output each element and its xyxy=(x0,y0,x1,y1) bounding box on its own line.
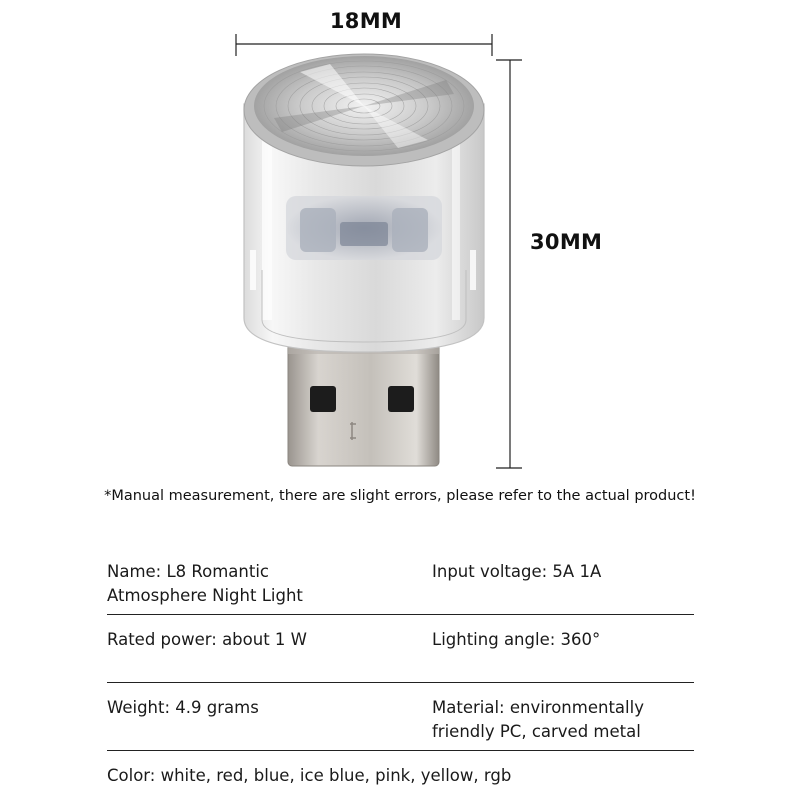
spec-divider xyxy=(107,614,694,615)
measurement-note: *Manual measurement, there are slight errors, please refer to the actual product! xyxy=(104,488,696,504)
spec-material-line1: Material: environmentally xyxy=(432,698,644,717)
spec-rated-power: Rated power: about 1 W xyxy=(107,630,307,649)
height-dimension-line xyxy=(496,60,522,468)
spec-input-voltage: Input voltage: 5A 1A xyxy=(432,562,602,581)
spec-weight: Weight: 4.9 grams xyxy=(107,698,259,717)
metal-cap xyxy=(244,54,484,166)
width-dimension-line xyxy=(236,34,492,56)
width-dimension-label: 18MM xyxy=(329,9,403,33)
spec-name xyxy=(107,560,303,608)
spec-name-line2: Atmosphere Night Light xyxy=(107,586,303,605)
spec-lighting-angle: Lighting angle: 360° xyxy=(432,630,601,649)
spec-name-line1: Name: L8 Romantic xyxy=(107,562,270,581)
usb-connector xyxy=(288,344,439,466)
spec-material-line2: friendly PC, carved metal xyxy=(432,722,641,741)
height-dimension-label: 30MM xyxy=(530,230,603,254)
spec-divider xyxy=(107,750,694,751)
spec-material xyxy=(432,696,644,744)
spec-divider xyxy=(107,682,694,683)
spec-color: Color: white, red, blue, ice blue, pink, yellow, rgb xyxy=(107,766,512,785)
